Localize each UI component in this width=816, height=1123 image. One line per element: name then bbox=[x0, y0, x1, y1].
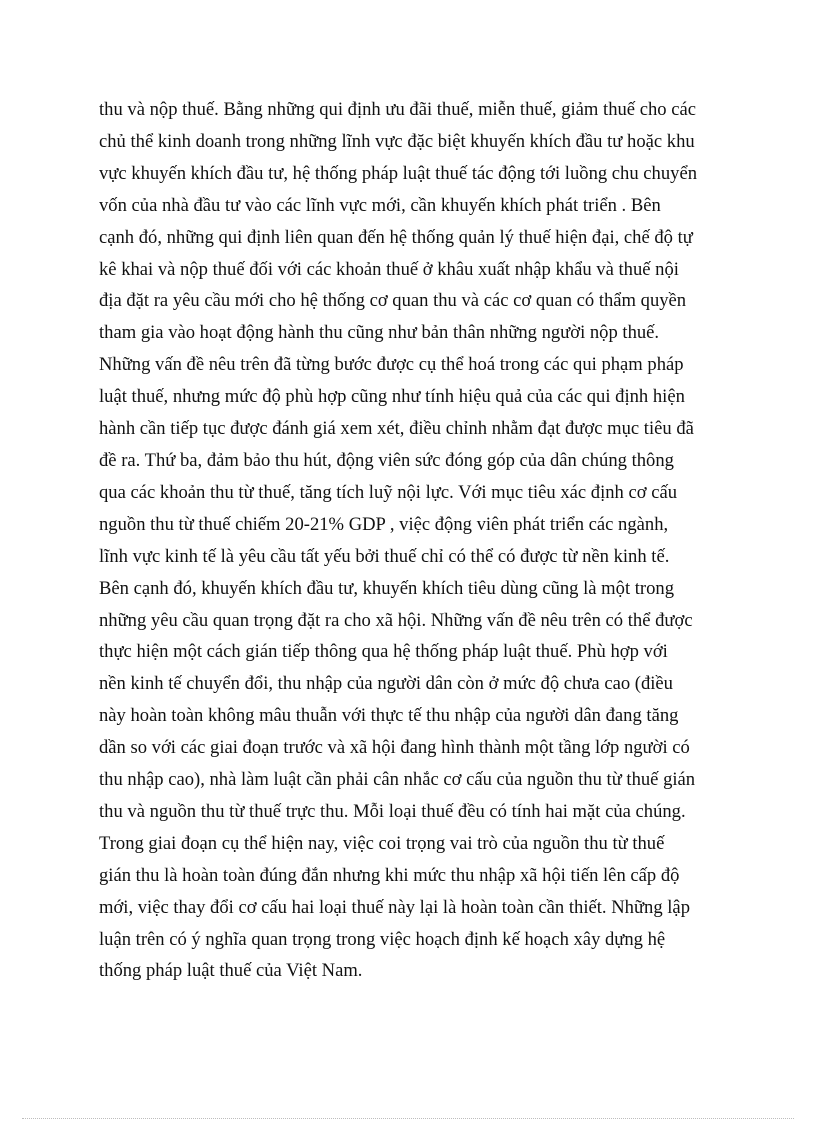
text-line: thu nhập cao), nhà làm luật cần phải cân nhắc cơ cấu của nguồn thu từ thuế gián bbox=[99, 769, 696, 791]
text-line: Trong giai đoạn cụ thể hiện nay, việc coi trọng vai trò của nguồn thu từ thuế bbox=[99, 832, 665, 854]
text-line: luận trên có ý nghĩa quan trọng trong việc hoạch định kế hoạch xây dựng hệ bbox=[99, 928, 666, 950]
text-line: đề ra. Thứ ba, đảm bảo thu hút, động viên sức đóng góp của dân chúng thông bbox=[99, 449, 674, 471]
text-line: lĩnh vực kinh tế là yêu cầu tất yếu bởi thuế chỉ có thể có được từ nền kinh tế. bbox=[99, 545, 670, 567]
text-line: Bên cạnh đó, khuyến khích đầu tư, khuyến khích tiêu dùng cũng là một trong bbox=[99, 577, 675, 599]
text-line: Những vấn đề nêu trên đã từng bước được cụ thể hoá trong các qui phạm pháp bbox=[99, 354, 684, 376]
text-line: chủ thể kinh doanh trong những lĩnh vực đặc biệt khuyến khích đầu tư hoặc khu bbox=[99, 130, 695, 152]
text-line: thống pháp luật thuế của Việt Nam. bbox=[99, 960, 363, 982]
text-line: vực khuyến khích đầu tư, hệ thống pháp luật thuế tác động tới luồng chu chuyển bbox=[99, 162, 697, 184]
text-line: vốn của nhà đầu tư vào các lĩnh vực mới, cần khuyến khích phát triển . Bên bbox=[99, 194, 661, 216]
text-line: kê khai và nộp thuế đối với các khoản thuế ở khâu xuất nhập khẩu và thuế nội bbox=[99, 258, 679, 280]
text-line: địa đặt ra yêu cầu mới cho hệ thống cơ quan thu và các cơ quan có thẩm quyền bbox=[99, 290, 687, 312]
text-line: thu và nguồn thu từ thuế trực thu. Mỗi loại thuế đều có tính hai mặt của chúng. bbox=[99, 800, 686, 822]
text-line: thực hiện một cách gián tiếp thông qua hệ thống pháp luật thuế. Phù hợp với bbox=[99, 641, 668, 663]
text-line: những yêu cầu quan trọng đặt ra cho xã hội. Những vấn đề nêu trên có thể được bbox=[99, 609, 693, 631]
text-line: thu và nộp thuế. Bằng những qui định ưu đãi thuế, miễn thuế, giảm thuế cho các bbox=[99, 99, 696, 120]
page-bottom-divider bbox=[22, 1118, 794, 1119]
text-line: hành cần tiếp tục được đánh giá xem xét, điều chỉnh nhằm đạt được mục tiêu đã bbox=[99, 418, 694, 440]
text-line: tham gia vào hoạt động hành thu cũng như bản thân những người nộp thuế. bbox=[99, 322, 660, 344]
text-line: nền kinh tế chuyển đổi, thu nhập của người dân còn ở mức độ chưa cao (điều bbox=[99, 673, 673, 695]
text-line: luật thuế, nhưng mức độ phù hợp cũng như tính hiệu quả của các qui định hiện bbox=[99, 386, 685, 408]
text-line: dần so với các giai đoạn trước và xã hội đang hình thành một tầng lớp người có bbox=[99, 737, 690, 759]
text-line: nguồn thu từ thuế chiếm 20-21% GDP , việc động viên phát triển các ngành, bbox=[99, 513, 669, 535]
text-line: qua các khoản thu từ thuế, tăng tích luỹ nội lực. Với mục tiêu xác định cơ cấu bbox=[99, 481, 678, 503]
text-line: gián thu là hoàn toàn đúng đắn nhưng khi mức thu nhập xã hội tiến lên cấp độ bbox=[99, 864, 680, 886]
text-line: này hoàn toàn không mâu thuẫn với thực tế thu nhập của người dân đang tăng bbox=[99, 705, 679, 727]
body-paragraph bbox=[99, 94, 729, 987]
text-line: cạnh đó, những qui định liên quan đến hệ thống quản lý thuế hiện đại, chế độ tự bbox=[99, 226, 693, 248]
text-line: mới, việc thay đổi cơ cấu hai loại thuế này lại là hoàn toàn cần thiết. Những lập bbox=[99, 896, 690, 918]
